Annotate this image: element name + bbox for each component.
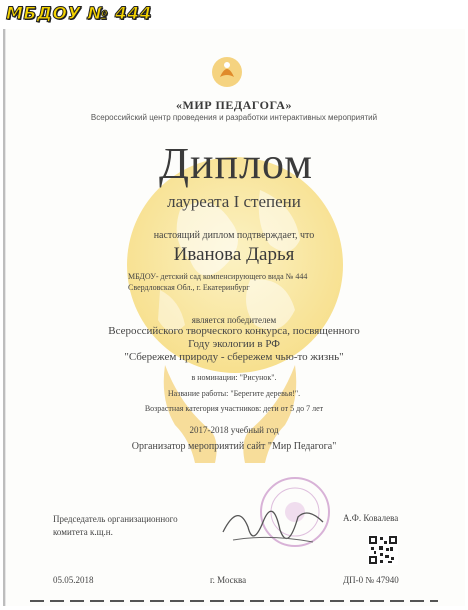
diploma-title: Диплом xyxy=(158,139,314,188)
org-name: «МИР ПЕДАГОГА» xyxy=(176,98,292,112)
diploma-subtitle: лауреата I степени xyxy=(167,192,301,211)
signer-name: А.Ф. Ковалева xyxy=(343,513,399,523)
organizer: Организатор мероприятий сайт "Мир Педагога" xyxy=(131,441,337,452)
institution xyxy=(128,271,307,293)
confirm-text: настоящий диплом подтверждает, что xyxy=(153,230,315,241)
org-subtitle: Всероссийский центр проведения и разработки интерактивных мероприятий xyxy=(90,113,378,122)
contest-line: Году экологии в РФ xyxy=(188,338,280,350)
contest-line: "Сбережем природу - сбережем чью-то жизнь" xyxy=(124,351,344,363)
chair-line: Председатель организационного xyxy=(53,514,178,524)
chair-line: комитета к.щ.н. xyxy=(53,527,113,537)
signature-mark xyxy=(218,492,328,562)
issue-date: 05.05.2018 xyxy=(53,575,94,585)
school-year: 2017-2018 учебный год xyxy=(189,425,279,435)
emblem-icon xyxy=(208,55,246,89)
institution-line: Свердловская Обл., г. Екатеринбург xyxy=(128,283,250,292)
overlay-tag: МБДОУ № 444 xyxy=(6,4,152,24)
qr-code-icon xyxy=(368,535,398,565)
work-title: Название работы: "Берегите деревья!". xyxy=(167,389,301,398)
bottom-border xyxy=(30,600,438,602)
contest-line: Всероссийского творческого конкурса, посвященного xyxy=(108,325,360,337)
age-category: Возрастная категория участников: дети от 5 до 7 лет xyxy=(144,404,324,413)
winner-text: является победителем xyxy=(191,315,277,325)
issue-city: г. Москва xyxy=(210,575,247,585)
nomination: в номинации: "Рисунок". xyxy=(191,373,277,382)
recipient-name: Иванова Дарья xyxy=(173,244,295,265)
chair-title xyxy=(53,513,178,539)
document-number: ДП-0 № 47940 xyxy=(343,575,399,585)
institution-line: МБДОУ- детский сад компенсирующего вида № 444 xyxy=(128,272,308,281)
contest-description xyxy=(0,325,468,364)
